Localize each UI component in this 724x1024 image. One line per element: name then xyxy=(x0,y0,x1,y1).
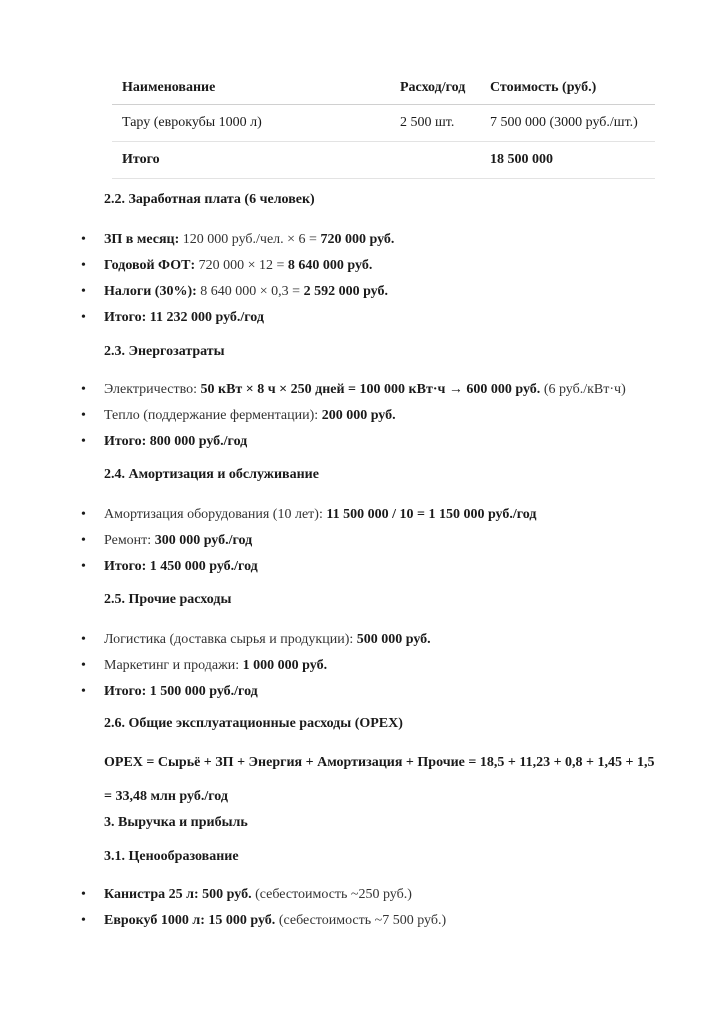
list-item xyxy=(0,308,394,334)
item-text: Логистика (доставка сырья и продукции): xyxy=(104,632,357,647)
section-heading-2-6: 2.6. Общие эксплуатационные расходы (OPEX) xyxy=(104,716,403,731)
item-value: Итого: 1 450 000 руб./год xyxy=(104,559,258,574)
list-item xyxy=(0,911,446,937)
bullet-icon: • xyxy=(81,533,86,548)
item-tail: (себестоимость ~250 руб.) xyxy=(251,887,412,902)
cost-table xyxy=(112,72,655,179)
bullet-icon: • xyxy=(81,232,86,247)
energy-list xyxy=(0,380,626,458)
item-text: 720 000 × 12 = xyxy=(195,258,288,273)
section-heading-3: 3. Выручка и прибыль xyxy=(104,815,248,830)
bullet-icon: • xyxy=(81,258,86,273)
section-heading-2-4: 2.4. Амортизация и обслуживание xyxy=(104,467,319,482)
table-header-cell: Стоимость (руб.) xyxy=(480,72,655,105)
table-total-row xyxy=(112,142,655,179)
amortization-list xyxy=(0,505,536,583)
item-tail: (6 руб./кВт·ч) xyxy=(540,382,626,397)
item-text: Амортизация оборудования (10 лет): xyxy=(104,507,327,522)
item-value: 50 кВт × 8 ч × 250 дней = 100 000 кВт·ч → 600 000 руб. xyxy=(200,382,541,397)
item-label: Годовой ФОТ: xyxy=(104,258,196,273)
list-item xyxy=(0,282,394,308)
item-value: 1 000 000 руб. xyxy=(242,658,328,673)
bullet-icon: • xyxy=(81,559,86,574)
item-value: 2 592 000 руб. xyxy=(303,284,388,299)
list-item xyxy=(0,380,626,406)
table-cell: Тару (еврокубы 1000 л) xyxy=(112,105,390,142)
item-text: Тепло (поддержание ферментации): xyxy=(104,408,322,423)
item-label: ЗП в месяц: xyxy=(104,232,180,247)
item-text: 8 640 000 × 0,3 = xyxy=(196,284,304,299)
list-item xyxy=(0,630,431,656)
list-item xyxy=(0,256,394,282)
item-text: Электричество: xyxy=(104,382,201,397)
table-row xyxy=(112,105,655,142)
section-heading-3-1: 3.1. Ценообразование xyxy=(104,849,239,864)
item-label: Еврокуб 1000 л: 15 000 руб. xyxy=(104,913,276,928)
item-value: Итого: 800 000 руб./год xyxy=(104,434,248,449)
list-item xyxy=(0,406,626,432)
item-text: 120 000 руб./чел. × 6 = xyxy=(179,232,321,247)
list-item xyxy=(0,682,431,708)
table-total-label: Итого xyxy=(112,142,390,179)
item-value: 200 000 руб. xyxy=(321,408,396,423)
bullet-icon: • xyxy=(81,434,86,449)
item-label: Канистра 25 л: 500 руб. xyxy=(104,887,252,902)
item-value: 11 500 000 / 10 = 1 150 000 руб./год xyxy=(326,507,537,522)
bullet-icon: • xyxy=(81,284,86,299)
section-heading-2-2: 2.2. Заработная плата (6 человек) xyxy=(104,192,315,207)
list-item xyxy=(0,230,394,256)
table-header-cell: Расход/год xyxy=(390,72,480,105)
item-value: 500 000 руб. xyxy=(356,632,431,647)
table-cell: 7 500 000 (3000 руб./шт.) xyxy=(480,105,655,142)
salary-list xyxy=(0,230,394,334)
item-value: 8 640 000 руб. xyxy=(287,258,373,273)
bullet-icon: • xyxy=(81,887,86,902)
bullet-icon: • xyxy=(81,632,86,647)
bullet-icon: • xyxy=(81,684,86,699)
opex-formula: OPEX = Сырьё + ЗП + Энергия + Амортизация + Прочие = 18,5 + 11,23 + 0,8 + 1,45 + 1,5 = 33,48 млн руб./год xyxy=(104,755,655,804)
list-item xyxy=(0,656,431,682)
item-tail: (себестоимость ~7 500 руб.) xyxy=(275,913,447,928)
table-total-empty xyxy=(390,142,480,179)
item-text: Ремонт: xyxy=(104,533,155,548)
pricing-list xyxy=(0,885,446,937)
table-header-cell: Наименование xyxy=(112,72,390,105)
section-heading-2-5: 2.5. Прочие расходы xyxy=(104,592,232,607)
bullet-icon: • xyxy=(81,310,86,325)
list-item xyxy=(0,505,536,531)
bullet-icon: • xyxy=(81,913,86,928)
item-label: Итого: 11 232 000 руб./год xyxy=(104,310,264,325)
list-item xyxy=(0,432,626,458)
list-item xyxy=(0,531,536,557)
list-item xyxy=(0,557,536,583)
item-text: Маркетинг и продажи: xyxy=(104,658,243,673)
table-header-row xyxy=(112,72,655,105)
other-expenses-list xyxy=(0,630,431,708)
bullet-icon: • xyxy=(81,382,86,397)
list-item xyxy=(0,885,446,911)
table-total-value: 18 500 000 xyxy=(480,142,655,179)
bullet-icon: • xyxy=(81,658,86,673)
item-label: Налоги (30%): xyxy=(104,284,197,299)
item-value: 720 000 руб. xyxy=(320,232,395,247)
item-value: Итого: 1 500 000 руб./год xyxy=(104,684,258,699)
table-cell: 2 500 шт. xyxy=(390,105,480,142)
item-value: 300 000 руб./год xyxy=(154,533,253,548)
bullet-icon: • xyxy=(81,408,86,423)
bullet-icon: • xyxy=(81,507,86,522)
section-heading-2-3: 2.3. Энергозатраты xyxy=(104,344,225,359)
